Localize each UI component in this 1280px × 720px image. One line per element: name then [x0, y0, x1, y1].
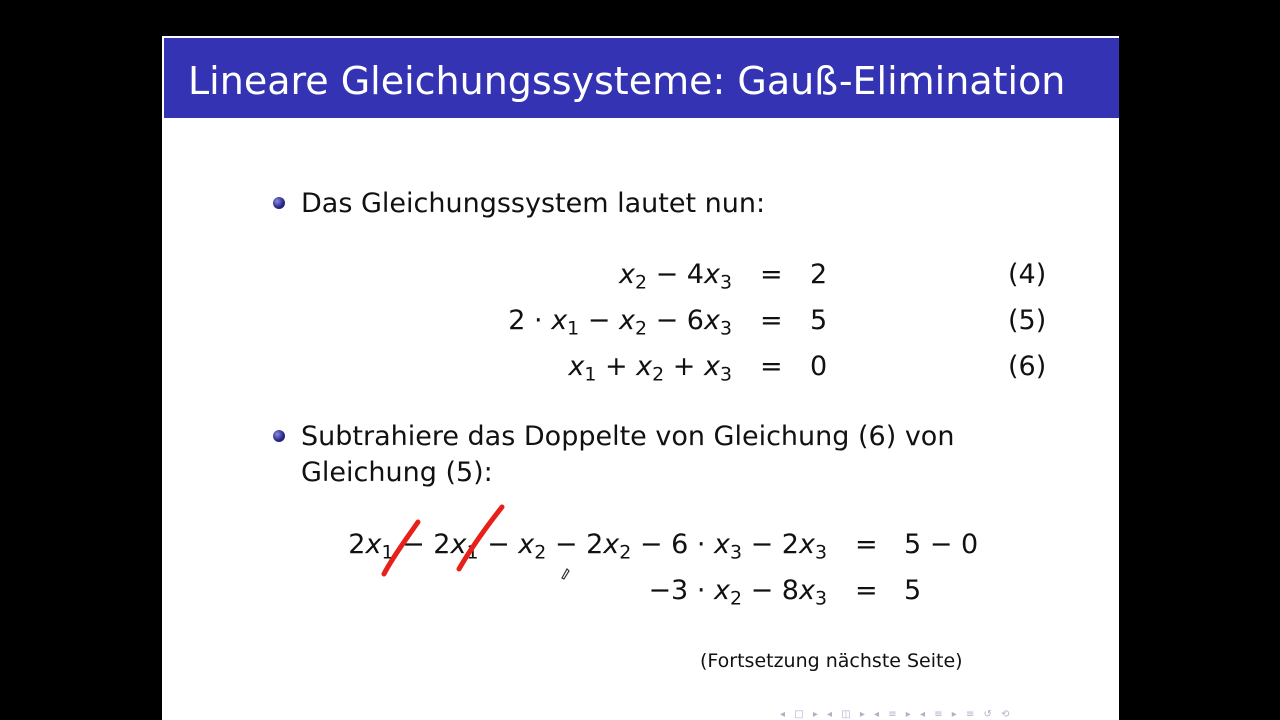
equation-6-rhs: 0	[810, 351, 828, 382]
bullet-text-1: Das Gleichungssystem lautet nun:	[301, 188, 766, 219]
derivation-line-1-equals: =	[855, 529, 878, 560]
equation-5-rhs: 5	[810, 305, 828, 336]
derivation-line-1-rhs: 5 − 0	[904, 529, 979, 560]
title-bar	[164, 38, 1119, 118]
slide	[162, 36, 1119, 720]
pen-cursor-icon	[562, 569, 569, 579]
bullet-icon	[273, 430, 285, 442]
bullet-text-2-line-2: Gleichung (5):	[301, 457, 493, 488]
equation-6-tag: (6)	[1008, 351, 1047, 382]
equation-4-lhs: $x_2 - 4x_3$	[619, 259, 732, 294]
continuation-note: (Fortsetzung nächste Seite)	[700, 650, 963, 672]
derivation-line-1-lhs: $2x_1 - 2x_1 - x_2 - 2x_2 - 6 \cdot x_3 - 2x_3$	[348, 529, 827, 564]
equation-6-equals: =	[760, 351, 783, 382]
equation-4-equals: =	[760, 259, 783, 290]
equation-5-equals: =	[760, 305, 783, 336]
beamer-navigation-icons[interactable]: ◂ □ ▸ ◂ ◫ ▸ ◂ ≡ ▸ ◂ ≡ ▸ ≡ ↺ ⟲	[780, 709, 1013, 720]
equation-5-lhs: $2 \cdot x_1 - x_2 - 6x_3$	[508, 305, 732, 340]
equation-5-tag: (5)	[1008, 305, 1047, 336]
bullet-text-2-line-1: Subtrahiere das Doppelte von Gleichung (6) von	[301, 421, 955, 452]
bullet-icon	[273, 197, 285, 209]
derivation-line-2-lhs: $-3 \cdot x_2 - 8x_3$	[648, 575, 827, 610]
derivation-line-2-equals: =	[855, 575, 878, 606]
slide-title: Lineare Gleichungssysteme: Gauß-Elimination	[188, 59, 1066, 103]
equation-4-tag: (4)	[1008, 259, 1047, 290]
derivation-line-2-rhs: 5	[904, 575, 922, 606]
equation-4-rhs: 2	[810, 259, 828, 290]
equation-6-lhs: $x_1 + x_2 + x_3$	[568, 351, 732, 386]
